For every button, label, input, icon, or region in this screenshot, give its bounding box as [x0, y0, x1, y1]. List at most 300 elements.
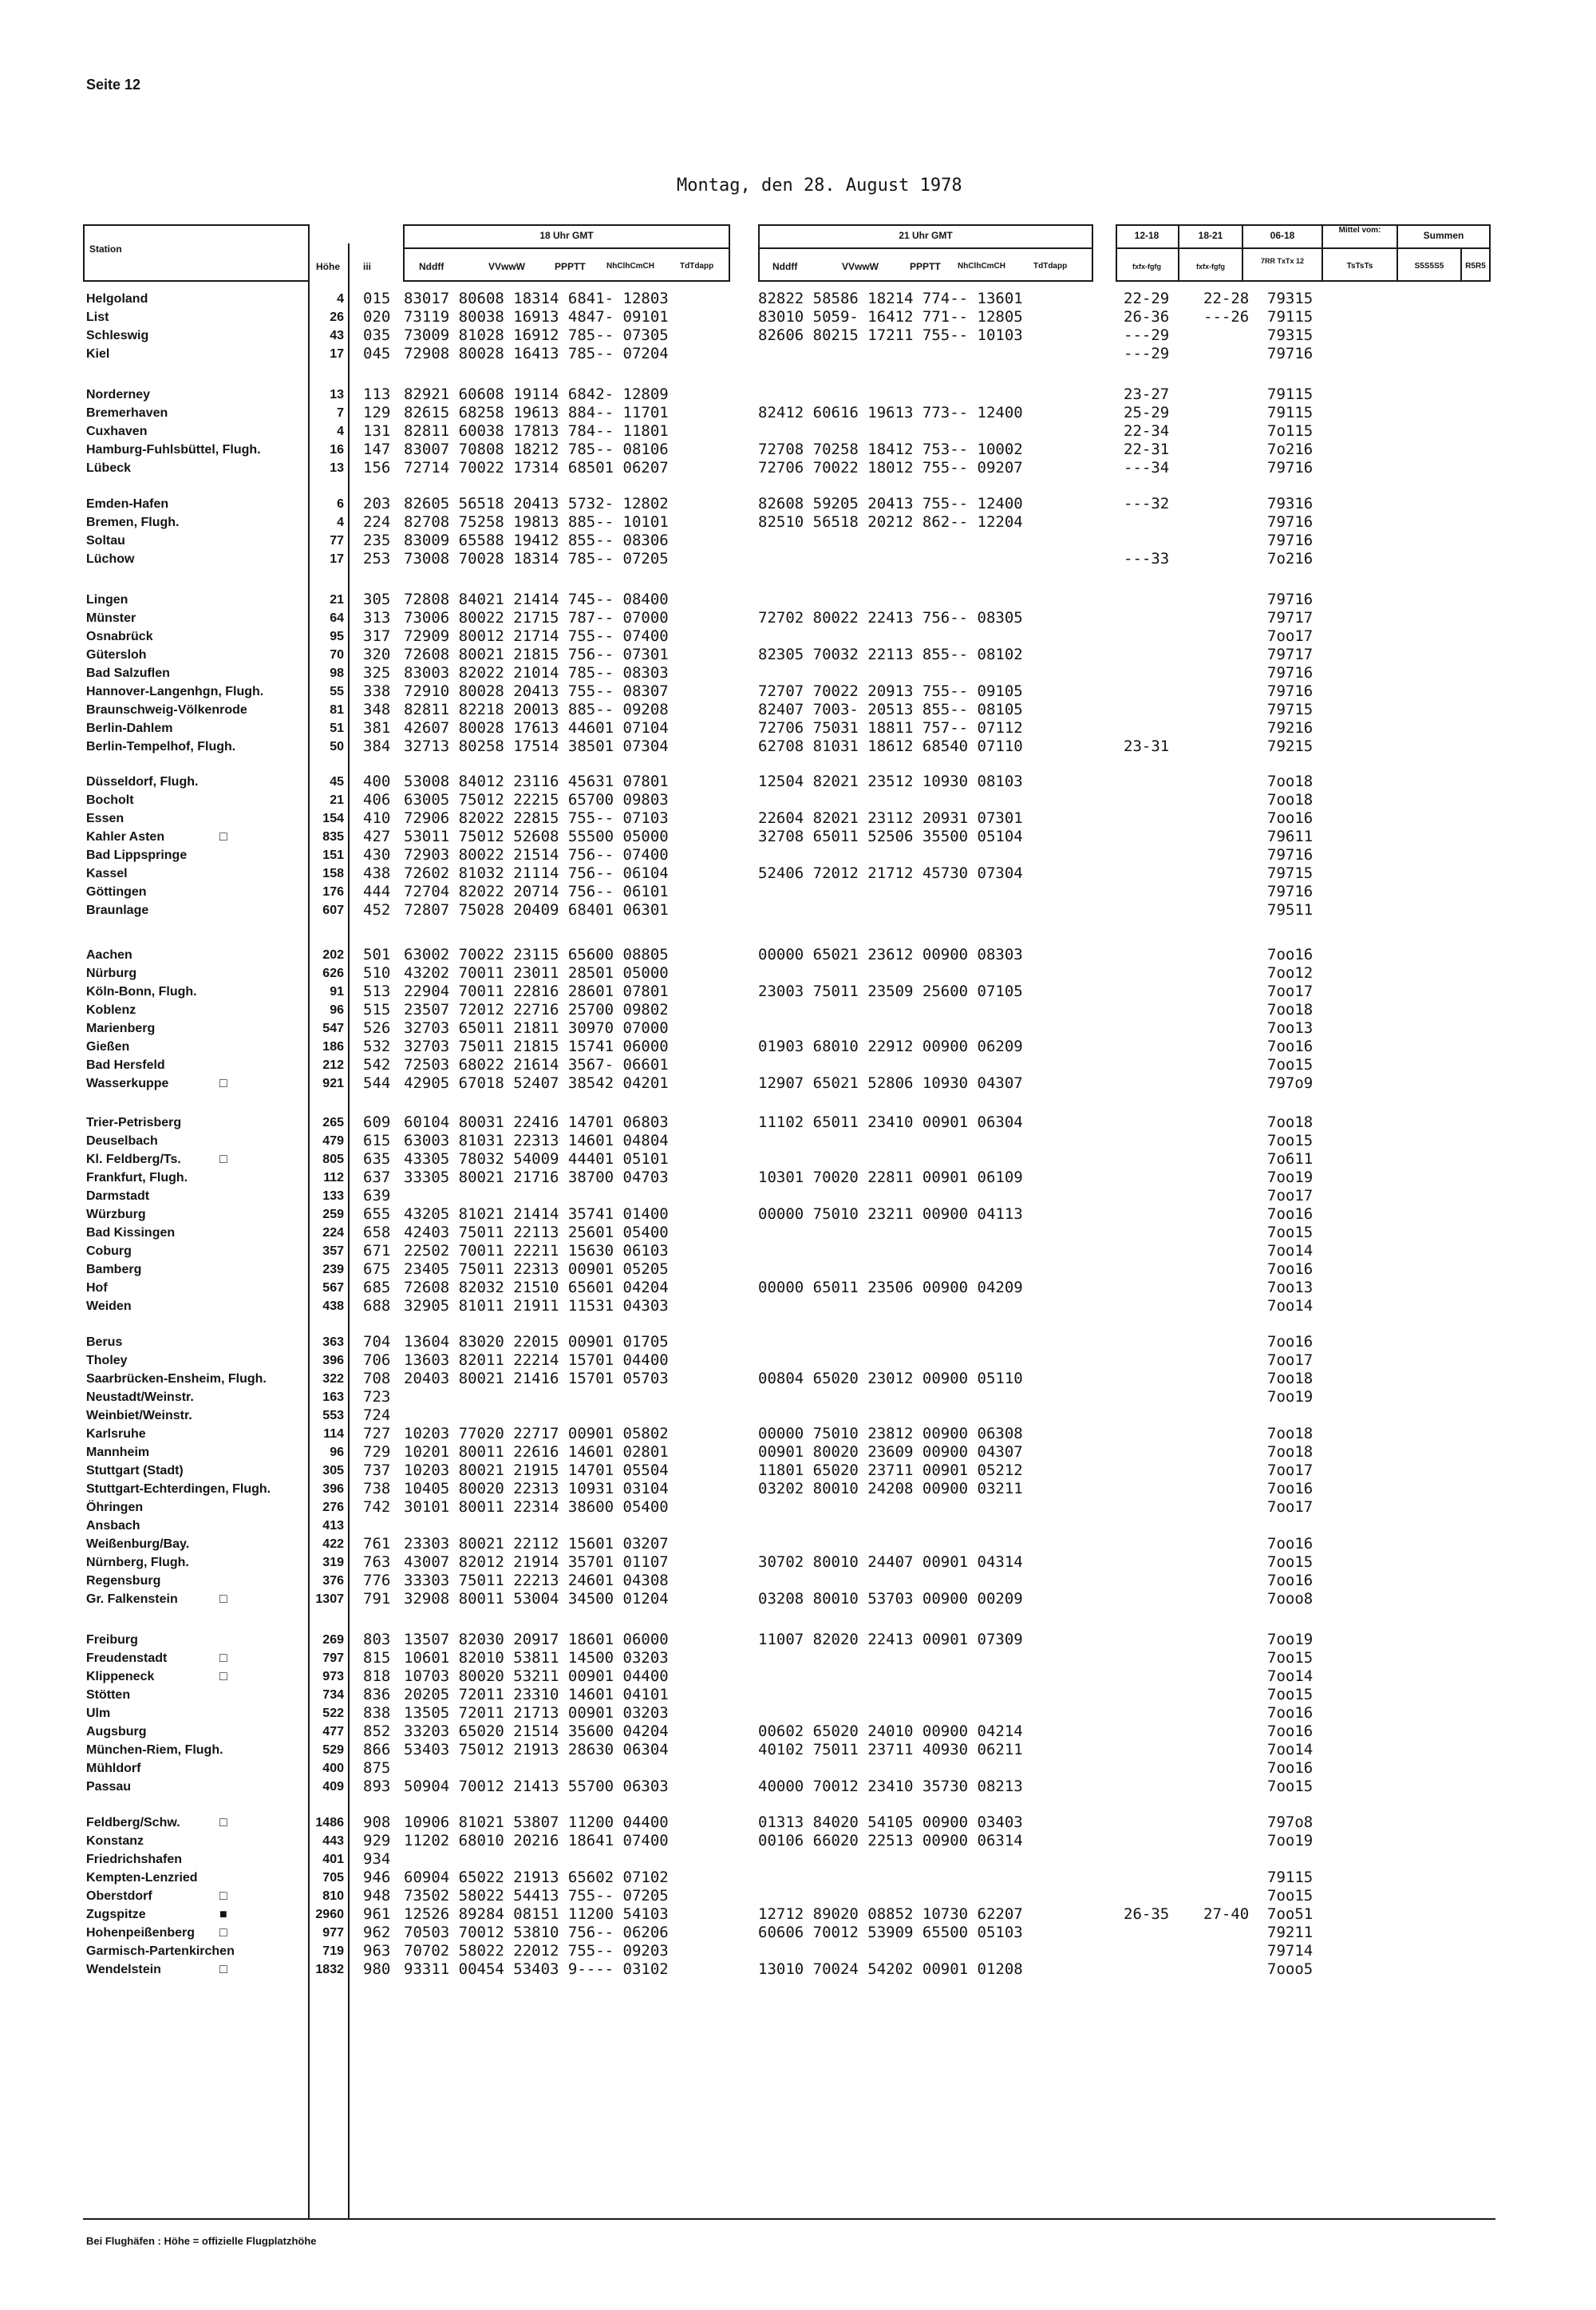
- summary-06-18: 7oo16: [1267, 1038, 1314, 1055]
- obs-18-utc: 32908 80011 53004 34500 01204: [404, 1590, 669, 1608]
- table-row: [0, 1741, 1596, 1759]
- header-period-12-18: 12-18: [1134, 230, 1159, 241]
- table-row: [0, 290, 1596, 308]
- summary-06-18: 7o611: [1267, 1150, 1314, 1168]
- gust-12-18: 22-31: [1124, 441, 1170, 458]
- table-row: [0, 550, 1596, 568]
- station-name: Trier-Petrisberg: [86, 1116, 182, 1129]
- table-row: [0, 1205, 1596, 1224]
- station-id: 113: [363, 386, 391, 403]
- table-row: [0, 1832, 1596, 1850]
- station-id: 156: [363, 459, 391, 477]
- summary-06-18: 79611: [1267, 828, 1314, 845]
- summary-06-18: 7oo15: [1267, 1887, 1314, 1905]
- station-name: Weiden: [86, 1299, 132, 1313]
- station-height: 265: [322, 1116, 344, 1129]
- table-row: [0, 1425, 1596, 1443]
- station-id: 655: [363, 1205, 391, 1223]
- station-name: Berus: [86, 1335, 123, 1349]
- station-name: Münster: [86, 611, 136, 625]
- obs-18-utc: 32703 75011 21815 15741 06000: [404, 1038, 669, 1055]
- station-name: Karlsruhe: [86, 1427, 146, 1441]
- station-id: 675: [363, 1260, 391, 1278]
- station-id: 542: [363, 1056, 391, 1074]
- obs-18-utc: 82811 82218 20013 885-- 09208: [404, 701, 669, 718]
- obs-21-utc: 23003 75011 23509 25600 07105: [758, 983, 1023, 1000]
- station-name: Hof: [86, 1281, 108, 1295]
- obs-18-utc: 12526 89284 08151 11200 54103: [404, 1905, 669, 1923]
- station-height: 186: [322, 1040, 344, 1054]
- summary-06-18: 7o115: [1267, 422, 1314, 440]
- gust-12-18: 22-34: [1124, 422, 1170, 440]
- obs-18-utc: 72808 84021 21414 745-- 08400: [404, 591, 669, 608]
- station-name: Norderney: [86, 388, 151, 401]
- station-name: Lüchow: [86, 552, 135, 566]
- table-row: [0, 1869, 1596, 1887]
- obs-18-utc: 42905 67018 52407 38542 04201: [404, 1074, 669, 1092]
- obs-18-utc: 72503 68022 21614 3567- 06601: [404, 1056, 669, 1074]
- station-id: 438: [363, 864, 391, 882]
- station-id: 671: [363, 1242, 391, 1260]
- table-row: [0, 1113, 1596, 1132]
- station-id: 818: [363, 1667, 391, 1685]
- station-height: 114: [323, 1427, 344, 1441]
- table-row: [0, 308, 1596, 326]
- table-row: [0, 1942, 1596, 1960]
- header-sub-mittel: TsTsTs: [1346, 262, 1373, 271]
- obs-18-utc: 32703 65011 21811 30970 07000: [404, 1019, 669, 1037]
- obs-18-utc: 73119 80038 16913 4847- 09101: [404, 308, 669, 326]
- header-sub-18-21: fxfx-fgfg: [1196, 263, 1225, 271]
- station-name: Oberstdorf: [86, 1889, 152, 1903]
- summary-06-18: 79715: [1267, 864, 1314, 882]
- summary-06-18: 79315: [1267, 326, 1314, 344]
- obs-18-utc: 43202 70011 23011 28501 05000: [404, 964, 669, 982]
- obs-21-utc: 00602 65020 24010 00900 04214: [758, 1723, 1023, 1740]
- table-row: [0, 345, 1596, 363]
- summary-06-18: 7oo17: [1267, 1498, 1314, 1516]
- obs-18-utc: 63003 81031 22313 14601 04804: [404, 1132, 669, 1149]
- obs-18-utc: 32905 81011 21911 11531 04303: [404, 1297, 669, 1315]
- summary-06-18: 79316: [1267, 495, 1314, 512]
- station-name: Würzburg: [86, 1208, 146, 1221]
- station-height: 96: [330, 1446, 344, 1459]
- station-height: 1832: [315, 1963, 344, 1976]
- station-name: Bremerhaven: [86, 406, 168, 420]
- station-name: Freudenstadt: [86, 1651, 168, 1665]
- station-name: Bad Salzuflen: [86, 666, 170, 680]
- station-id: 147: [363, 441, 391, 458]
- summary-06-18: 79716: [1267, 459, 1314, 477]
- summary-06-18: 7oo18: [1267, 1001, 1314, 1019]
- summary-06-18: 7oo16: [1267, 1572, 1314, 1589]
- station-name: Wendelstein: [86, 1963, 161, 1976]
- summary-06-18: 79211: [1267, 1924, 1314, 1941]
- obs-21-utc: 72706 70022 18012 755-- 09207: [758, 459, 1023, 477]
- station-height: 797: [322, 1651, 344, 1665]
- obs-18-utc: 22904 70011 22816 28601 07801: [404, 983, 669, 1000]
- obs-18-utc: 82921 60608 19114 6842- 12809: [404, 386, 669, 403]
- station-name: Köln-Bonn, Flugh.: [86, 985, 197, 999]
- station-height: 977: [322, 1926, 344, 1940]
- footnote: Bei Flughäfen : Höhe = offizielle Flugplatzhöhe: [86, 2235, 317, 2247]
- station-name: Deuselbach: [86, 1134, 158, 1148]
- table-row: [0, 1242, 1596, 1260]
- obs-21-utc: 10301 70020 22811 00901 06109: [758, 1169, 1023, 1186]
- obs-21-utc: 00000 75010 23211 00900 04113: [758, 1205, 1023, 1223]
- obs-18-utc: 72608 82032 21510 65601 04204: [404, 1279, 669, 1296]
- station-id: 400: [363, 773, 391, 790]
- station-name: Stötten: [86, 1688, 131, 1702]
- obs-18-utc: 42607 80028 17613 44601 07104: [404, 719, 669, 737]
- obs-18-utc: 72608 80021 21815 756-- 07301: [404, 646, 669, 663]
- station-id: 305: [363, 591, 391, 608]
- station-height: 396: [322, 1354, 344, 1367]
- table-row: [0, 627, 1596, 646]
- table-row: [0, 1649, 1596, 1667]
- obs-21-utc: 00000 65021 23612 00900 08303: [758, 946, 1023, 963]
- summary-06-18: 7oo15: [1267, 1649, 1314, 1667]
- obs-21-utc: 40000 70012 23410 35730 08213: [758, 1778, 1023, 1795]
- station-id: 129: [363, 404, 391, 421]
- table-row: [0, 326, 1596, 345]
- station-height: 376: [322, 1574, 344, 1588]
- station-id: 510: [363, 964, 391, 982]
- station-id: 852: [363, 1723, 391, 1740]
- obs-21-utc: 72702 80022 22413 756-- 08305: [758, 609, 1023, 627]
- obs-18-utc: 53403 75012 21913 28630 06304: [404, 1741, 669, 1758]
- station-name: Augsburg: [86, 1725, 147, 1738]
- station-height: 163: [322, 1390, 344, 1404]
- table-row: [0, 964, 1596, 983]
- table-row: [0, 1351, 1596, 1370]
- station-height: 357: [322, 1244, 344, 1258]
- station-id: 015: [363, 290, 391, 307]
- obs-18-utc: 10203 77020 22717 00901 05802: [404, 1425, 669, 1442]
- summary-06-18: 7oo16: [1267, 1333, 1314, 1351]
- station-id: 526: [363, 1019, 391, 1037]
- obs-18-utc: 70503 70012 53810 756-- 06206: [404, 1924, 669, 1941]
- obs-21-utc: 83010 5059- 16412 771-- 12805: [758, 308, 1023, 326]
- station-name: Friedrichshafen: [86, 1853, 183, 1866]
- obs-18-utc: 30101 80011 22314 38600 05400: [404, 1498, 669, 1516]
- summary-06-18: 797o9: [1267, 1074, 1314, 1092]
- obs-21-utc: 12504 82021 23512 10930 08103: [758, 773, 1023, 790]
- station-height: 158: [322, 867, 344, 880]
- table-row: [0, 1169, 1596, 1187]
- station-height: 95: [330, 630, 344, 643]
- obs-21-utc: 32708 65011 52506 35500 05104: [758, 828, 1023, 845]
- station-name: Kl. Feldberg/Ts.: [86, 1153, 181, 1166]
- station-id: 791: [363, 1590, 391, 1608]
- station-id: 501: [363, 946, 391, 963]
- summary-06-18: 7oo15: [1267, 1553, 1314, 1571]
- station-height: 17: [330, 347, 344, 361]
- closed-station-marker: □: [219, 830, 227, 844]
- station-id: 035: [363, 326, 391, 344]
- station-height: 734: [322, 1688, 344, 1702]
- table-row: [0, 1590, 1596, 1608]
- obs-18-utc: 72906 82022 22815 755-- 07103: [404, 809, 669, 827]
- summary-06-18: 7oo15: [1267, 1132, 1314, 1149]
- station-id: 763: [363, 1553, 391, 1571]
- gust-12-18: 23-27: [1124, 386, 1170, 403]
- station-id: 609: [363, 1113, 391, 1131]
- table-row: [0, 495, 1596, 513]
- header-sub-sum1: S5S5S5: [1414, 262, 1444, 271]
- obs-18-utc: 73009 81028 16912 785-- 07305: [404, 326, 669, 344]
- summary-06-18: 7oo17: [1267, 1351, 1314, 1369]
- station-height: 70: [330, 648, 344, 662]
- station-name: Göttingen: [86, 885, 147, 899]
- station-id: 325: [363, 664, 391, 682]
- station-id: 706: [363, 1351, 391, 1369]
- obs-21-utc: 40102 75011 23711 40930 06211: [758, 1741, 1023, 1758]
- table-row: [0, 591, 1596, 609]
- station-id: 320: [363, 646, 391, 663]
- station-id: 381: [363, 719, 391, 737]
- station-name: Regensburg: [86, 1574, 161, 1588]
- obs-21-utc: 00000 65011 23506 00900 04209: [758, 1279, 1023, 1296]
- header-period-06-18: 06-18: [1270, 230, 1295, 241]
- station-id: 948: [363, 1887, 391, 1905]
- summary-06-18: 79115: [1267, 308, 1314, 326]
- obs-21-utc: 03202 80010 24208 00900 03211: [758, 1480, 1023, 1497]
- obs-21-utc: 01313 84020 54105 00900 03403: [758, 1814, 1023, 1831]
- summary-06-18: 7oo19: [1267, 1832, 1314, 1849]
- summary-06-18: 79715: [1267, 701, 1314, 718]
- table-row: [0, 1759, 1596, 1778]
- station-id: 742: [363, 1498, 391, 1516]
- station-name: Schleswig: [86, 329, 149, 342]
- station-height: 319: [322, 1556, 344, 1569]
- table-row: [0, 901, 1596, 920]
- obs-18-utc: 20403 80021 21416 15701 05703: [404, 1370, 669, 1387]
- station-height: 921: [322, 1077, 344, 1090]
- header-18-pppp: PPPTT: [555, 261, 586, 272]
- obs-21-utc: 82407 7003- 20513 855-- 08105: [758, 701, 1023, 718]
- station-height: 805: [322, 1153, 344, 1166]
- table-row: [0, 1443, 1596, 1462]
- gust-12-18: 26-36: [1124, 308, 1170, 326]
- station-height: 212: [322, 1058, 344, 1072]
- summary-06-18: 7oo18: [1267, 791, 1314, 809]
- station-name: Hohenpeißenberg: [86, 1926, 196, 1940]
- table-row: [0, 1074, 1596, 1093]
- obs-18-utc: 10201 80011 22616 14601 02801: [404, 1443, 669, 1461]
- station-id: 452: [363, 901, 391, 919]
- station-name: Garmisch-Partenkirchen: [86, 1944, 235, 1958]
- station-height: 567: [322, 1281, 344, 1295]
- station-height: 202: [322, 948, 344, 962]
- summary-06-18: 7oo16: [1267, 1759, 1314, 1777]
- date-heading: Montag, den 28. August 1978: [677, 176, 962, 196]
- station-id: 727: [363, 1425, 391, 1442]
- header-18-tdapp: TdTdapp: [680, 262, 714, 271]
- summary-06-18: 7oo16: [1267, 1260, 1314, 1278]
- station-height: 322: [322, 1372, 344, 1386]
- summary-06-18: 79315: [1267, 290, 1314, 307]
- summary-06-18: 7oo15: [1267, 1778, 1314, 1795]
- summary-06-18: 7oo16: [1267, 1704, 1314, 1722]
- summary-06-18: 7ooo8: [1267, 1590, 1314, 1608]
- table-row: [0, 1462, 1596, 1480]
- station-name: Kassel: [86, 867, 128, 880]
- summary-06-18: 79716: [1267, 664, 1314, 682]
- obs-18-utc: 10906 81021 53807 11200 04400: [404, 1814, 669, 1831]
- station-name: List: [86, 311, 109, 324]
- station-name: Zugspitze: [86, 1908, 146, 1921]
- obs-18-utc: 53011 75012 52608 55500 05000: [404, 828, 669, 845]
- station-height: 400: [322, 1762, 344, 1775]
- station-height: 26: [330, 311, 344, 324]
- obs-21-utc: 12907 65021 52806 10930 04307: [758, 1074, 1023, 1092]
- summary-06-18: 7oo16: [1267, 1723, 1314, 1740]
- obs-21-utc: 82606 80215 17211 755-- 10103: [758, 326, 1023, 344]
- station-id: 203: [363, 495, 391, 512]
- station-height: 51: [330, 722, 344, 735]
- table-row: [0, 532, 1596, 550]
- table-row: [0, 1279, 1596, 1297]
- station-name: Marienberg: [86, 1022, 156, 1035]
- station-id: 776: [363, 1572, 391, 1589]
- header-18-vvwww: VVwwW: [488, 261, 526, 272]
- station-id: 253: [363, 550, 391, 568]
- obs-18-utc: 50904 70012 21413 55700 06303: [404, 1778, 669, 1795]
- summary-06-18: 79714: [1267, 1942, 1314, 1960]
- station-id: 961: [363, 1905, 391, 1923]
- summary-06-18: 7oo16: [1267, 809, 1314, 827]
- table-row: [0, 791, 1596, 809]
- table-row: [0, 846, 1596, 864]
- summary-06-18: 7oo16: [1267, 1480, 1314, 1497]
- station-height: 553: [322, 1409, 344, 1422]
- station-height: 269: [322, 1633, 344, 1647]
- summary-06-18: 7oo18: [1267, 1425, 1314, 1442]
- station-name: Hannover-Langenhgn, Flugh.: [86, 685, 264, 698]
- table-row: [0, 1187, 1596, 1205]
- station-id: 963: [363, 1942, 391, 1960]
- table-row: [0, 664, 1596, 682]
- gust-12-18: ---29: [1124, 345, 1170, 362]
- station-name: Kiel: [86, 347, 110, 361]
- gust-18-21: ---26: [1203, 308, 1250, 326]
- station-height: 4: [337, 425, 344, 438]
- obs-21-utc: 72708 70258 18412 753-- 10002: [758, 441, 1023, 458]
- obs-18-utc: 72903 80022 21514 756-- 07400: [404, 846, 669, 864]
- table-row: [0, 883, 1596, 901]
- station-id: 838: [363, 1704, 391, 1722]
- summary-06-18: 7oo17: [1267, 627, 1314, 645]
- obs-18-utc: 10405 80020 22313 10931 03104: [404, 1480, 669, 1497]
- summary-06-18: 7oo12: [1267, 964, 1314, 982]
- station-height: 45: [330, 775, 344, 789]
- station-id: 637: [363, 1169, 391, 1186]
- obs-18-utc: 13604 83020 22015 00901 01705: [404, 1333, 669, 1351]
- table-row: [0, 1723, 1596, 1741]
- obs-18-utc: 33203 65020 21514 35600 04204: [404, 1723, 669, 1740]
- station-id: 866: [363, 1741, 391, 1758]
- table-row: [0, 1388, 1596, 1406]
- header-sub-12-18: fxfx-fgfg: [1132, 263, 1161, 271]
- station-id: 980: [363, 1960, 391, 1978]
- header-21-vvwww: VVwwW: [842, 261, 879, 272]
- summary-06-18: 7ooo5: [1267, 1960, 1314, 1978]
- obs-18-utc: 60104 80031 22416 14701 06803: [404, 1113, 669, 1131]
- obs-18-utc: 53008 84012 23116 45631 07801: [404, 773, 669, 790]
- table-row: [0, 809, 1596, 828]
- closed-station-marker: ■: [219, 1908, 227, 1921]
- table-row: [0, 983, 1596, 1001]
- station-id: 658: [363, 1224, 391, 1241]
- summary-06-18: 79716: [1267, 846, 1314, 864]
- station-height: 50: [330, 740, 344, 754]
- summary-06-18: 7oo14: [1267, 1297, 1314, 1315]
- obs-18-utc: 10703 80020 53211 00901 04400: [404, 1667, 669, 1685]
- station-name: Tholey: [86, 1354, 128, 1367]
- summary-06-18: 79115: [1267, 386, 1314, 403]
- table-row: [0, 1260, 1596, 1279]
- table-row: [0, 1686, 1596, 1704]
- obs-21-utc: 82510 56518 20212 862-- 12204: [758, 513, 1023, 531]
- summary-06-18: 7oo18: [1267, 773, 1314, 790]
- station-name: Passau: [86, 1780, 132, 1794]
- summary-06-18: 79716: [1267, 345, 1314, 362]
- closed-station-marker: □: [219, 1926, 227, 1940]
- closed-station-marker: □: [219, 1651, 227, 1665]
- obs-21-utc: 22604 82021 23112 20931 07301: [758, 809, 1023, 827]
- station-name: Berlin-Tempelhof, Flugh.: [86, 740, 236, 754]
- summary-06-18: 79716: [1267, 532, 1314, 549]
- station-name: Düsseldorf, Flugh.: [86, 775, 199, 789]
- gust-18-21: 27-40: [1203, 1905, 1250, 1923]
- obs-18-utc: 83003 82022 21014 785-- 08303: [404, 664, 669, 682]
- header-iii: iii: [363, 261, 372, 272]
- obs-18-utc: 23507 72012 22716 25700 09802: [404, 1001, 669, 1019]
- header-21-tdapp: TdTdapp: [1033, 262, 1068, 271]
- station-name: Essen: [86, 812, 124, 825]
- header-station: Station: [89, 243, 122, 255]
- station-id: 761: [363, 1535, 391, 1553]
- station-height: 259: [322, 1208, 344, 1221]
- summary-06-18: 7oo14: [1267, 1242, 1314, 1260]
- summary-06-18: 7oo17: [1267, 1462, 1314, 1479]
- station-id: 908: [363, 1814, 391, 1831]
- station-name: Mannheim: [86, 1446, 150, 1459]
- obs-21-utc: 82412 60616 19613 773-- 12400: [758, 404, 1023, 421]
- station-id: 836: [363, 1686, 391, 1703]
- station-name: Nürnberg, Flugh.: [86, 1556, 189, 1569]
- station-name: Osnabrück: [86, 630, 153, 643]
- table-row: [0, 1150, 1596, 1169]
- summary-06-18: 7oo16: [1267, 1535, 1314, 1553]
- station-height: 438: [322, 1299, 344, 1313]
- closed-station-marker: □: [219, 1889, 227, 1903]
- station-id: 235: [363, 532, 391, 549]
- obs-18-utc: 82615 68258 19613 884-- 11701: [404, 404, 669, 421]
- obs-21-utc: 52406 72012 21712 45730 07304: [758, 864, 1023, 882]
- summary-06-18: 7oo17: [1267, 1187, 1314, 1204]
- station-height: 1307: [315, 1592, 344, 1606]
- obs-18-utc: 11202 68010 20216 18641 07400: [404, 1832, 669, 1849]
- station-id: 406: [363, 791, 391, 809]
- station-height: 77: [330, 534, 344, 548]
- station-name: Stuttgart-Echterdingen, Flugh.: [86, 1482, 271, 1496]
- obs-18-utc: 82811 60038 17813 784-- 11801: [404, 422, 669, 440]
- station-id: 929: [363, 1832, 391, 1849]
- station-id: 615: [363, 1132, 391, 1149]
- station-id: 131: [363, 422, 391, 440]
